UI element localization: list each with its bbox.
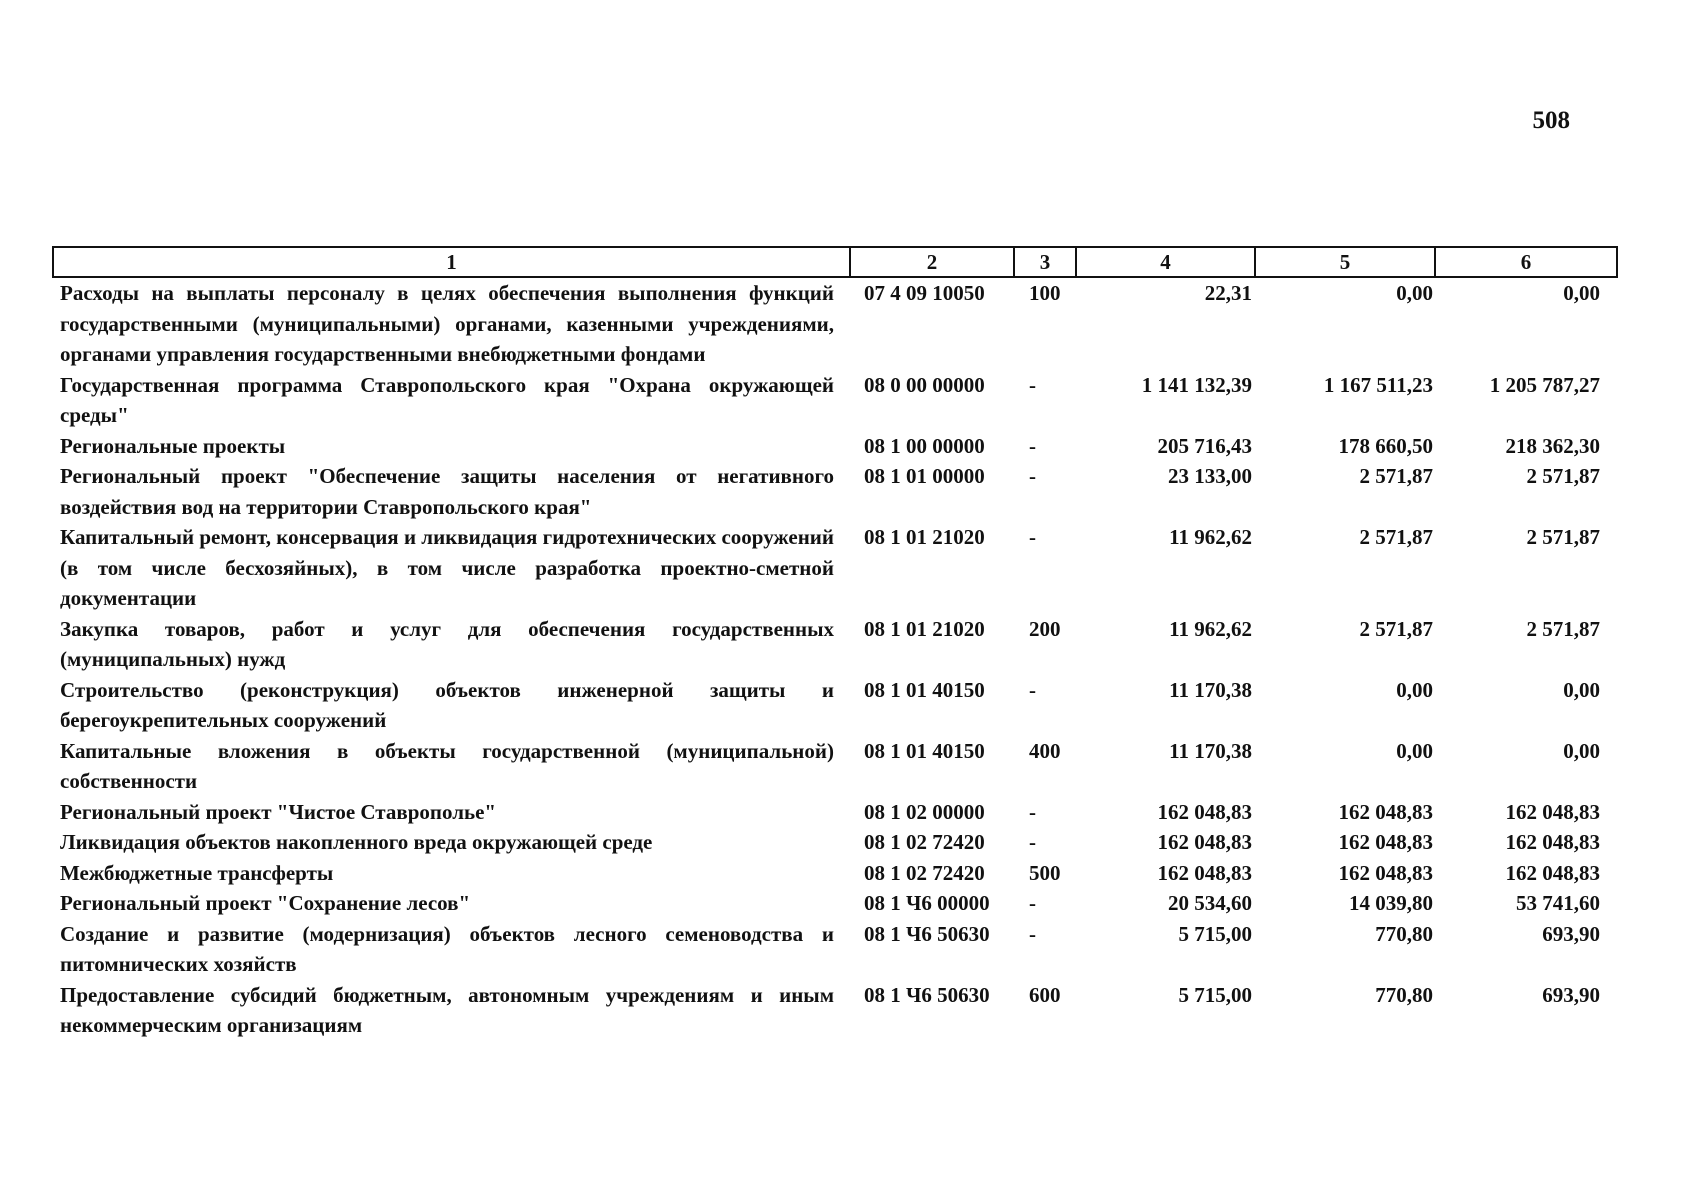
row-value-col-6: 53 741,60 [1516, 891, 1600, 915]
row-value-col-6: 693,90 [1542, 982, 1600, 1007]
row-expense-type: - [1029, 464, 1036, 488]
row-value-col-4: 162 048,83 [1157, 830, 1252, 854]
row-value-col-4: 5 715,00 [1178, 982, 1252, 1007]
row-value-col-5: 770,80 [1375, 921, 1433, 946]
row-value-col-4: 11 170,38 [1169, 738, 1252, 763]
row-value-col-5: 2 571,87 [1359, 464, 1433, 488]
row-expense-type: - [1029, 525, 1036, 549]
row-expense-type: 600 [1029, 982, 1061, 1007]
row-value-col-5: 162 048,83 [1338, 860, 1433, 885]
table-row [53, 736, 1617, 797]
row-name: Расходы на выплаты персоналу в целях обеспечения выполнения функций государственными (муниципальными) органами, казенными учреждениями, органами управления государственными внебюджетными фондами [60, 281, 834, 366]
row-value-col-6: 218 362,30 [1505, 433, 1600, 458]
header-col-4: 4 [1076, 247, 1255, 277]
row-value-col-5: 1 167 511,23 [1323, 372, 1433, 397]
row-name: Создание и развитие (модернизация) объектов лесного семеноводства и питомнических хозяйств [60, 921, 834, 976]
row-value-col-6: 2 571,87 [1526, 616, 1600, 641]
row-name: Региональные проекты [60, 433, 286, 458]
row-name: Ликвидация объектов накопленного вреда окружающей среде [60, 830, 653, 854]
row-code: 08 1 Ч6 50630 [864, 982, 990, 1007]
header-col-6: 6 [1435, 247, 1617, 277]
row-expense-type: - [1029, 921, 1036, 946]
row-value-col-5: 162 048,83 [1338, 799, 1433, 824]
row-name: Закупка товаров, работ и услуг для обеспечения государственных (муниципальных) нужд [60, 616, 834, 671]
row-value-col-6: 2 571,87 [1526, 525, 1600, 549]
row-code: 07 4 09 10050 [864, 281, 985, 305]
row-expense-type: - [1029, 677, 1036, 702]
table-row [53, 858, 1617, 889]
row-expense-type: - [1029, 891, 1036, 915]
row-name: Региональный проект "Чистое Ставрополье" [60, 799, 497, 824]
row-value-col-5: 770,80 [1375, 982, 1433, 1007]
table-row [53, 461, 1617, 522]
row-code: 08 1 00 00000 [864, 433, 985, 458]
row-value-col-5: 0,00 [1396, 738, 1433, 763]
row-value-col-6: 0,00 [1563, 677, 1600, 702]
row-code: 08 1 Ч6 50630 [864, 921, 990, 946]
row-value-col-4: 11 962,62 [1169, 616, 1252, 641]
table-body [53, 277, 1617, 1041]
row-expense-type: - [1029, 372, 1036, 397]
row-code: 08 1 02 72420 [864, 860, 985, 885]
row-value-col-4: 20 534,60 [1168, 891, 1252, 915]
row-code: 08 1 02 72420 [864, 830, 985, 854]
row-expense-type: 200 [1029, 616, 1061, 641]
row-code: 08 1 02 00000 [864, 799, 985, 824]
row-value-col-5: 0,00 [1396, 677, 1433, 702]
row-value-col-6: 1 205 787,27 [1489, 372, 1600, 397]
row-expense-type: 500 [1029, 860, 1061, 885]
row-value-col-5: 178 660,50 [1338, 433, 1433, 458]
budget-table [52, 246, 1618, 1041]
table-row [53, 277, 1617, 370]
row-value-col-6: 693,90 [1542, 921, 1600, 946]
row-code: 08 1 01 00000 [864, 464, 985, 488]
row-value-col-5: 162 048,83 [1338, 830, 1433, 854]
table-row [53, 797, 1617, 828]
row-code: 08 1 01 40150 [864, 738, 985, 763]
row-value-col-6: 162 048,83 [1505, 830, 1600, 854]
row-name: Региональный проект "Сохранение лесов" [60, 891, 471, 915]
row-expense-type: - [1029, 799, 1036, 824]
row-code: 08 1 Ч6 00000 [864, 891, 990, 915]
row-name: Капитальный ремонт, консервация и ликвидация гидротехнических сооружений (в том числе бесхозяйных), в том числе разработка проектно-сметной документации [60, 525, 834, 610]
row-value-col-5: 2 571,87 [1359, 525, 1433, 549]
header-col-1: 1 [53, 247, 850, 277]
table-header [53, 247, 1617, 277]
table-row [53, 370, 1617, 431]
table-row [53, 614, 1617, 675]
table-row [53, 522, 1617, 614]
table-row [53, 919, 1617, 980]
row-value-col-4: 162 048,83 [1157, 860, 1252, 885]
table-row [53, 888, 1617, 919]
row-expense-type: - [1029, 830, 1036, 854]
row-value-col-4: 22,31 [1204, 281, 1252, 305]
row-value-col-5: 0,00 [1396, 281, 1433, 305]
row-name: Межбюджетные трансферты [60, 860, 334, 885]
header-col-2: 2 [850, 247, 1014, 277]
row-value-col-6: 162 048,83 [1505, 860, 1600, 885]
row-name: Предоставление субсидий бюджетным, автономным учреждениям и иным некоммерческим организациям [60, 982, 834, 1037]
row-name: Государственная программа Ставропольского края "Охрана окружающей среды" [60, 372, 834, 427]
page-number: 508 [1532, 107, 1570, 134]
row-expense-type: 100 [1029, 281, 1061, 305]
row-code: 08 1 01 40150 [864, 677, 985, 702]
row-name: Капитальные вложения в объекты государственной (муниципальной) собственности [60, 738, 834, 793]
row-name: Строительство (реконструкция) объектов инженерной защиты и берегоукрепительных сооружений [60, 677, 834, 732]
row-value-col-6: 0,00 [1563, 738, 1600, 763]
row-value-col-4: 1 141 132,39 [1141, 372, 1252, 397]
row-name: Региональный проект "Обеспечение защиты населения от негативного воздействия вод на территории Ставропольского края" [60, 464, 834, 519]
row-value-col-6: 2 571,87 [1526, 464, 1600, 488]
row-value-col-4: 205 716,43 [1157, 433, 1252, 458]
row-value-col-6: 0,00 [1563, 281, 1600, 305]
row-value-col-4: 5 715,00 [1178, 921, 1252, 946]
row-value-col-6: 162 048,83 [1505, 799, 1600, 824]
header-col-5: 5 [1255, 247, 1435, 277]
row-expense-type: - [1029, 433, 1036, 458]
row-value-col-5: 14 039,80 [1349, 891, 1433, 915]
row-code: 08 1 01 21020 [864, 616, 985, 641]
row-value-col-5: 2 571,87 [1359, 616, 1433, 641]
row-code: 08 1 01 21020 [864, 525, 985, 549]
header-row [53, 247, 1617, 277]
row-value-col-4: 11 170,38 [1169, 677, 1252, 702]
row-expense-type: 400 [1029, 738, 1061, 763]
table-row [53, 431, 1617, 462]
table-row [53, 827, 1617, 858]
table-row [53, 675, 1617, 736]
header-col-3: 3 [1014, 247, 1076, 277]
row-value-col-4: 162 048,83 [1157, 799, 1252, 824]
table-row [53, 980, 1617, 1041]
row-value-col-4: 11 962,62 [1169, 525, 1252, 549]
row-code: 08 0 00 00000 [864, 372, 985, 397]
row-value-col-4: 23 133,00 [1168, 464, 1252, 488]
